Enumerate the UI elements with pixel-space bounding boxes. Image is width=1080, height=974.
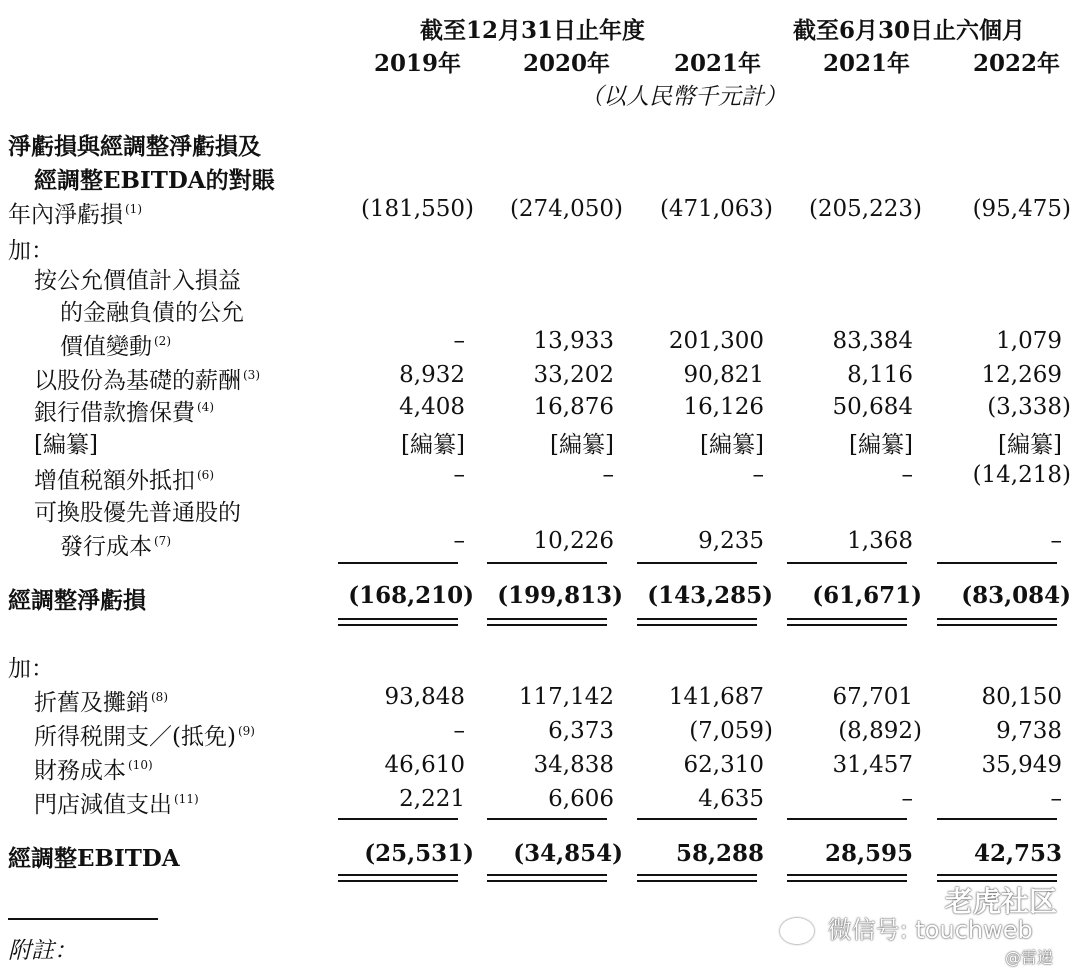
cell-value: (7,059) [689, 718, 773, 744]
cell-value: (8,892) [838, 718, 922, 744]
cell-value: (471,063) [659, 196, 773, 222]
footnote-label: 附註： [8, 938, 77, 964]
cell-value: 35,949 [981, 752, 1062, 778]
total-double-rule [338, 874, 458, 882]
cell-value: 12,269 [981, 362, 1062, 388]
row-label-text: 年內淨虧損 [8, 202, 123, 228]
cell-value: – [752, 462, 764, 488]
cell-value: – [901, 462, 913, 488]
row-label [60, 294, 244, 327]
cell-value: – [1050, 786, 1062, 812]
adjusted-ebitda-value: 28,595 [824, 840, 913, 867]
cell-value: 67,701 [832, 684, 913, 710]
cell-value: – [453, 462, 465, 488]
cell-value: 8,116 [847, 362, 913, 388]
cell-value: (14,218) [972, 462, 1071, 488]
adjusted-net-loss-value: (143,285) [647, 582, 773, 609]
row-label-text: 的金融負債的公允 [60, 300, 244, 326]
subtotal-rule [637, 562, 757, 564]
cell-value: 117,142 [518, 684, 614, 710]
cell-value: 4,408 [399, 394, 465, 420]
row-label-text: 折舊及攤銷 [34, 690, 149, 716]
row-label [34, 684, 168, 717]
footnote-ref: (8) [151, 690, 168, 705]
adjusted-net-loss-value: (168,210) [348, 582, 474, 609]
row-label [34, 394, 214, 427]
adjusted-ebitda-label: 經調整EBITDA [8, 845, 180, 872]
cell-value: – [453, 328, 465, 354]
wechat-icon [780, 918, 814, 944]
cell-value: [編纂] [998, 432, 1062, 458]
subtotal-rule [637, 818, 757, 820]
adjusted-ebitda-value: (25,531) [364, 840, 474, 867]
footnote-ref: (11) [174, 792, 199, 807]
year-header-2022-h1: 2022年 [973, 50, 1061, 77]
row-label [34, 262, 241, 295]
row-label-text: 銀行借款擔保費 [34, 400, 195, 426]
row-label-text: 增值税額外抵扣 [34, 468, 195, 494]
adjusted-ebitda-value: 58,288 [675, 840, 764, 867]
row-label [34, 752, 153, 785]
row-label [60, 328, 171, 361]
period-header-year: 截至12月31日止年度 [420, 17, 646, 44]
total-double-rule [338, 618, 458, 626]
cell-value: 50,684 [832, 394, 913, 420]
row-label [8, 196, 142, 229]
cell-value: – [602, 462, 614, 488]
footnote-ref: (7) [154, 534, 171, 549]
row-label-text: 發行成本 [60, 534, 152, 560]
row-label [34, 786, 199, 819]
row-label [60, 528, 171, 561]
adjusted-net-loss-label: 經調整淨虧損 [8, 587, 146, 614]
subtotal-rule [937, 562, 1057, 564]
row-label-text: 價值變動 [60, 334, 152, 360]
year-header-2021-h1: 2021年 [823, 50, 911, 77]
row-label [34, 494, 241, 527]
total-double-rule [487, 874, 607, 882]
cell-value: 46,610 [384, 752, 465, 778]
adjusted-net-loss-value: (61,671) [812, 582, 922, 609]
watermark-source: @雷递 [1005, 948, 1054, 967]
cell-value: [編纂] [700, 432, 764, 458]
cell-value: 16,876 [533, 394, 614, 420]
cell-value: 9,235 [698, 528, 764, 554]
total-double-rule [787, 874, 907, 882]
cell-value: 34,838 [533, 752, 614, 778]
row-label-text: 財務成本 [34, 758, 126, 784]
subtotal-rule [487, 818, 607, 820]
row-label-text: [編纂] [34, 432, 98, 458]
row-label-text: 加： [8, 656, 54, 682]
row-label-text: 所得税開支／(抵免) [34, 724, 236, 750]
total-double-rule [637, 618, 757, 626]
subtotal-rule [338, 562, 458, 564]
row-label [34, 362, 260, 395]
row-label-text: 按公允價值計入損益 [34, 268, 241, 294]
cell-value: – [453, 718, 465, 744]
row-label [34, 426, 98, 459]
adjusted-ebitda-value: (34,854) [513, 840, 623, 867]
year-header-2019: 2019年 [374, 50, 462, 77]
cell-value: 6,606 [548, 786, 614, 812]
cell-value: (274,050) [509, 196, 623, 222]
row-label-text: 可換股優先普通股的 [34, 500, 241, 526]
footnote-ref: (4) [197, 400, 214, 415]
section-title-line-2: 經調整EBITDA的對賬 [34, 167, 275, 194]
total-double-rule [937, 618, 1057, 626]
subtotal-rule [787, 818, 907, 820]
total-double-rule [637, 874, 757, 882]
cell-value: (205,223) [808, 196, 922, 222]
cell-value: 93,848 [384, 684, 465, 710]
row-label [8, 650, 54, 683]
subtotal-rule [787, 562, 907, 564]
row-label [8, 232, 54, 265]
cell-value: (3,338) [987, 394, 1071, 420]
footnote-ref: (9) [237, 724, 255, 739]
adjusted-net-loss-value: (83,084) [961, 582, 1071, 609]
cell-value: 13,933 [533, 328, 614, 354]
cell-value: 4,635 [698, 786, 764, 812]
cell-value: 9,738 [996, 718, 1062, 744]
cell-value: – [901, 786, 913, 812]
cell-value: 201,300 [668, 328, 764, 354]
cell-value: (181,550) [360, 196, 474, 222]
cell-value: 1,368 [847, 528, 913, 554]
cell-value: 62,310 [683, 752, 764, 778]
adjusted-ebitda-value: 42,753 [973, 840, 1062, 867]
row-label-text: 以股份為基礎的薪酬 [34, 368, 241, 394]
cell-value: 2,221 [399, 786, 465, 812]
year-header-2021: 2021年 [674, 50, 762, 77]
subtotal-rule [937, 818, 1057, 820]
footnote-ref: (6) [197, 468, 214, 483]
cell-value: (95,475) [972, 196, 1071, 222]
cell-value: – [1050, 528, 1062, 554]
footnote-ref: (1) [125, 202, 142, 217]
row-label [34, 462, 214, 495]
total-double-rule [787, 618, 907, 626]
cell-value: 10,226 [533, 528, 614, 554]
cell-value: [編纂] [550, 432, 614, 458]
section-title-line-1: 淨虧損與經調整淨虧損及 [8, 133, 261, 160]
unit-label: （以人民幣千元計） [580, 84, 787, 110]
footnote-ref: (10) [128, 758, 153, 773]
cell-value: 33,202 [533, 362, 614, 388]
subtotal-rule [487, 562, 607, 564]
row-label [34, 718, 255, 751]
row-label-text: 加： [8, 238, 54, 264]
cell-value: [編纂] [401, 432, 465, 458]
cell-value: 16,126 [683, 394, 764, 420]
cell-value: 1,079 [996, 328, 1062, 354]
adjusted-net-loss-value: (199,813) [497, 582, 623, 609]
footnote-divider [8, 918, 158, 920]
cell-value: 6,373 [548, 718, 614, 744]
watermark-brand: 老虎社区 [945, 885, 1058, 918]
footnote-ref: (3) [243, 368, 260, 383]
cell-value: 80,150 [981, 684, 1062, 710]
cell-value: 90,821 [683, 362, 764, 388]
watermark-wechat-text: 微信号: touchweb [827, 916, 1033, 944]
year-header-2020: 2020年 [523, 50, 611, 77]
cell-value: 8,932 [399, 362, 465, 388]
period-header-half: 截至6月30日止六個月 [793, 17, 1026, 44]
cell-value: 141,687 [668, 684, 764, 710]
cell-value: – [453, 528, 465, 554]
total-double-rule [487, 618, 607, 626]
subtotal-rule [338, 818, 458, 820]
cell-value: 83,384 [832, 328, 913, 354]
row-label-text: 門店減值支出 [34, 792, 172, 818]
cell-value: [編纂] [849, 432, 913, 458]
footnote-ref: (2) [154, 334, 171, 349]
cell-value: 31,457 [832, 752, 913, 778]
